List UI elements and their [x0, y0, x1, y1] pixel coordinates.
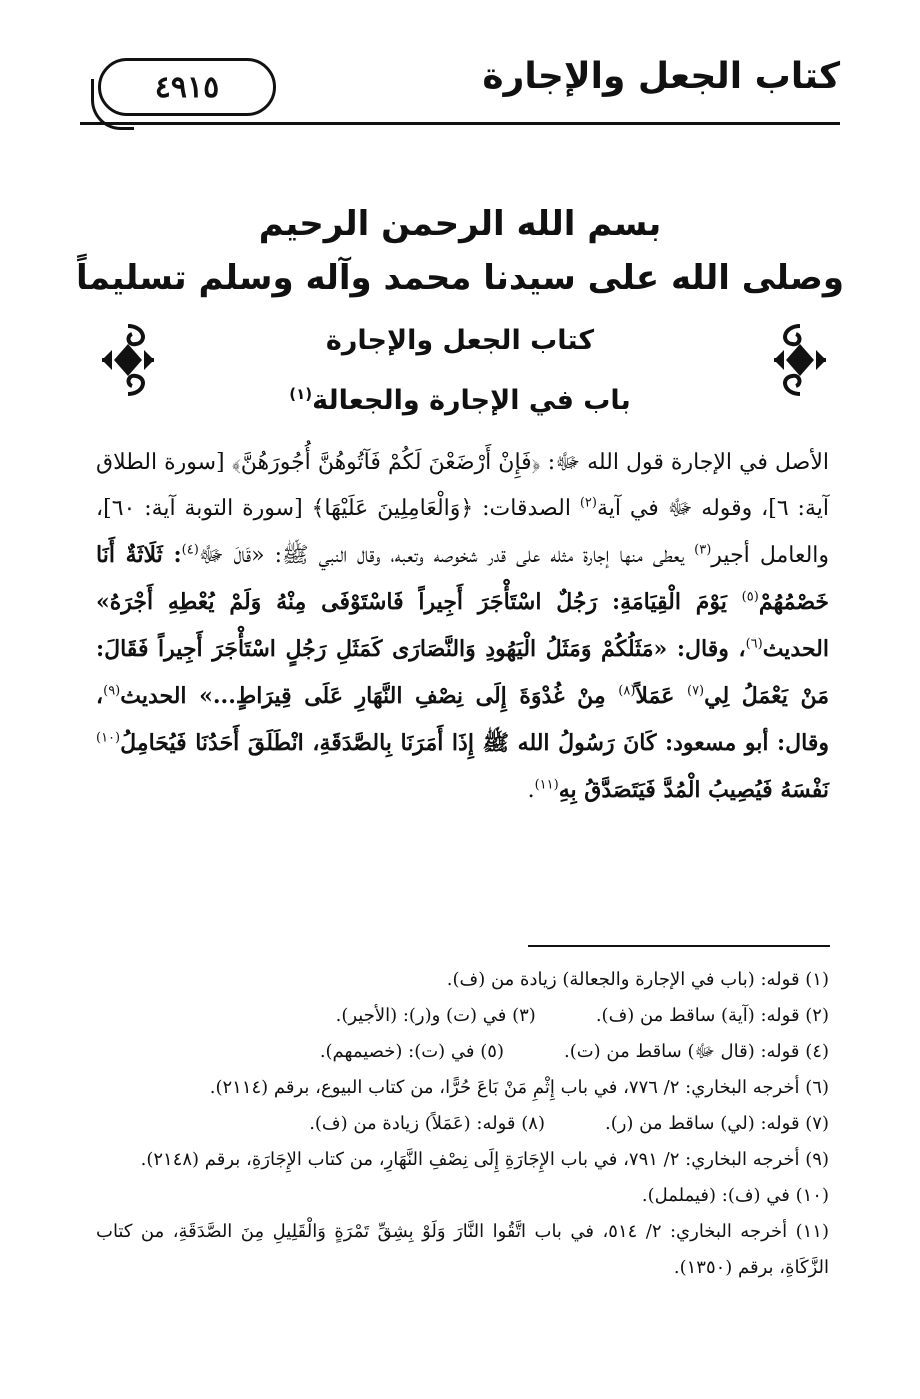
footnote: (٤) قوله: (قال ﷻ) ساقط من (ت). [563, 1041, 829, 1062]
footnote-ref: (٨) [618, 683, 636, 699]
footnote: (١١) أخرجه البخاري: ٢/ ٥١٤، في باب اتَّقُوا النَّارَ وَلَوْ بِشِقِّ تَمْرَةٍ وَالْقَلِيلِ مِنَ الصَّدَقَةِ، من كتاب الزَّكَاةِ، برقم (١٣٥٠). [96, 1221, 830, 1278]
section-title [0, 385, 920, 416]
hadith-text: يَوْمَ الْقِيَامَةِ: رَجُلٌ اسْتَأْجَرَ أَجِيراً فَاسْتَوْفَى مِنْهُ وَلَمْ يُعْطِهِ أَجْرَهُ» الحديث [96, 589, 829, 662]
text-run: يعطى منها إجارة مثله على قدر شخوصه وتعبه، وقال النبي ﷺ: «قَالَ ﷻ [198, 543, 695, 568]
footnote-ref: (١) [289, 385, 313, 403]
footnote: (٥) في (ت): (خصيمهم). [319, 1041, 504, 1062]
footnote: (٦) أخرجه البخاري: ٢/ ٧٧٦، في باب إِثْمِ مَنْ بَاعَ حُرًّا، من كتاب البيوع، برقم (٢١١٤). [209, 1077, 829, 1098]
salutation-line: وصلى الله على سيدنا محمد وآله وسلم تسليماً [76, 258, 844, 298]
chapter-title: كتاب الجعل والإجارة [325, 325, 595, 356]
footnote: (٧) قوله: (لي) ساقط من (ر). [604, 1113, 829, 1134]
footnote-ref: (٥) [741, 589, 759, 605]
footnote-ref: (٣) [694, 542, 712, 558]
footnote-ref: (٧) [686, 683, 705, 699]
hadith-text: ، وقال: أبو مسعود: كَانَ رَسُولُ الله ﷺ إِذَا أَمَرَنَا بِالصَّدَقَةِ، انْطَلَقَ أَحَدُنَا فَيُحَامِلُ [96, 683, 829, 756]
footnote-ref: (٩) [103, 683, 121, 699]
body-paragraph [96, 440, 829, 814]
footnote-ref: (٤) [181, 542, 199, 558]
footnote-separator [528, 945, 830, 947]
footnote-row [96, 1034, 829, 1070]
text-run: . [527, 778, 535, 803]
hadith-text: ، وقال: «مَثَلُكُمْ وَمَثَلُ الْيَهُودِ وَالنَّصَارَى كَمَثَلِ رَجُلٍ اسْتَأْجَرَ أَجِيراً فَقَالَ: مَنْ يَعْمَلُ لِي [96, 636, 829, 709]
page-number-badge [98, 58, 276, 116]
page-number: ٤٩١٥ [154, 69, 220, 105]
footnote: (١٠) في (ف): (فيململ). [641, 1185, 829, 1206]
hadith-text: مِنْ غُدْوَةَ إِلَى نِصْفِ النَّهَارِ عَلَى قِيرَاطٍ...» الحديث [120, 683, 619, 709]
header-rule [80, 122, 840, 125]
hadith-text: نَفْسَهُ فَيُصِيبُ الْمُدَّ فَيَتَصَدَّقُ بِهِ [558, 777, 829, 803]
footnote-ref: (٦) [745, 636, 763, 652]
text-run: الصدقات: ﴿وَالْعَامِلِينَ عَلَيْهَا﴾ [سورة التوبة آية: ٦٠]، والعامل أجير [96, 496, 830, 568]
footnote: (٩) أخرجه البخاري: ٢/ ٧٩١، في باب الإِجَارَةِ إِلَى نِصْفِ النَّهَارِ، من كتاب الإِجَارَةِ، برقم (٢١٤٨). [140, 1149, 829, 1170]
hadith-text: عَمَلاً [635, 683, 687, 709]
footnote: (٢) قوله: (آية) ساقط من (ف). [595, 1005, 829, 1026]
footnote: (٣) في (ت) و(ر): (الأجير). [335, 1005, 536, 1026]
footnote: (٨) قوله: (عَمَلاً) زيادة من (ف). [309, 1113, 545, 1134]
footnotes [96, 962, 829, 1286]
footnote-row [96, 1106, 829, 1142]
page-header [80, 50, 840, 132]
text-run: الأصل في الإجارة قول الله ﷻ: ﴿فَإِنْ أَرْضَعْنَ لَكُمْ فَآتُوهُنَّ أُجُورَهُنَّ﴾ [سورة الطلاق آية: ٦]، وقوله ﷻ في آية [96, 450, 829, 521]
footnote: (١) قوله: (باب في الإجارة والجعالة) زيادة من (ف). [446, 969, 829, 990]
footnote-ref: (٢) [579, 495, 597, 511]
basmala-line: بسم الله الرحمن الرحيم [258, 204, 662, 244]
hadith-text: : ثَلَاثَةٌ أَنَا خَصْمُهُمْ [96, 542, 829, 615]
running-title: كتاب الجعل والإجارة [482, 56, 840, 97]
main-text [96, 440, 829, 814]
footnote-row [96, 998, 829, 1034]
footnote-ref: (١١) [534, 777, 559, 793]
footnote-ref: (١٠) [96, 730, 121, 746]
section-title-text: باب في الإجارة والجعالة [312, 385, 631, 416]
